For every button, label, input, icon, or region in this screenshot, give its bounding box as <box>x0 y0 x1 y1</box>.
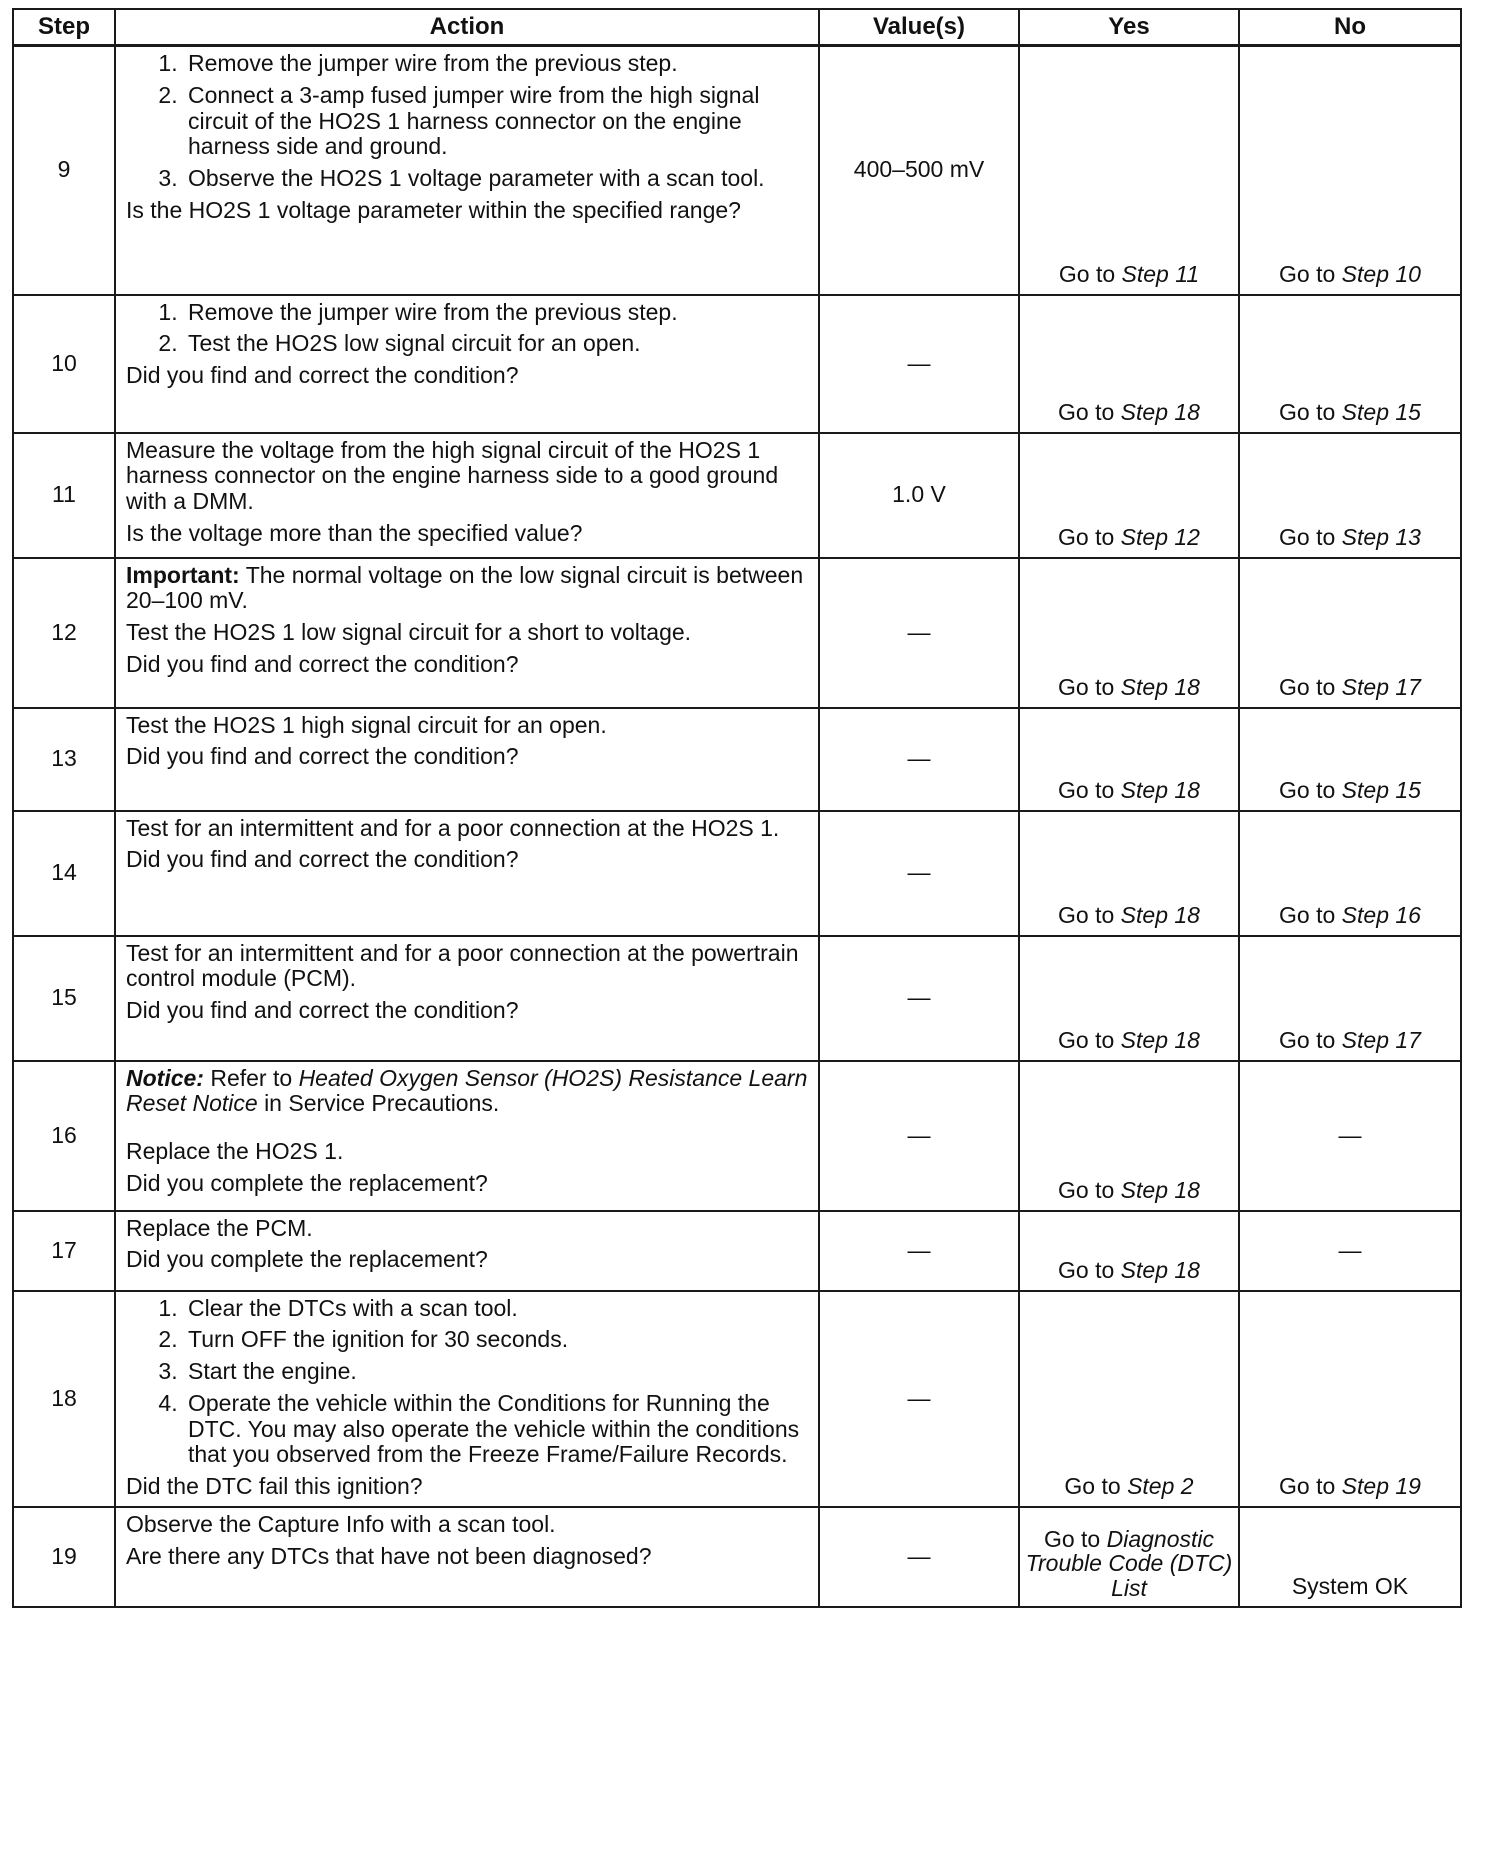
step-number: 9 <box>13 46 115 295</box>
action-question: Did you complete the replacement? <box>126 1246 488 1273</box>
step-number: 18 <box>13 1291 115 1507</box>
yes-goto-label: Go to <box>1058 398 1115 425</box>
table-row-step-13 <box>13 708 1461 811</box>
yes-cell <box>1019 936 1239 1061</box>
no-step-link[interactable]: Step 15 <box>1341 398 1421 425</box>
action-cell <box>115 433 819 558</box>
no-cell <box>1239 811 1461 936</box>
step-number: 11 <box>13 433 115 558</box>
action-question: Is the HO2S 1 voltage parameter within the specified range? <box>126 196 741 223</box>
notice-label: Notice: <box>126 1064 204 1091</box>
header-values: Value(s) <box>819 9 1019 46</box>
step-number: 10 <box>13 295 115 433</box>
yes-step-link[interactable]: Step 18 <box>1120 1176 1200 1203</box>
no-cell <box>1239 46 1461 295</box>
action-text: Replace the HO2S 1. <box>126 1138 344 1164</box>
action-cell <box>115 558 819 708</box>
yes-step-link[interactable]: Step 18 <box>1120 1026 1200 1053</box>
step-number: 15 <box>13 936 115 1061</box>
table-row-step-17 <box>13 1211 1461 1291</box>
diagnostic-table <box>12 8 1462 1608</box>
table-row-step-12 <box>13 558 1461 708</box>
action-cell <box>115 936 819 1061</box>
action-steps <box>126 1296 808 1475</box>
action-text: Test for an intermittent and for a poor connection at the powertrain control module (PCM). <box>126 939 799 992</box>
notice-prefix: Refer to <box>210 1064 293 1091</box>
action-step: 3. Start the engine. <box>184 1359 808 1385</box>
yes-step-link[interactable]: Step 12 <box>1120 523 1200 550</box>
no-step-link[interactable]: Step 17 <box>1341 1026 1421 1053</box>
yes-step-link[interactable]: Step 18 <box>1120 673 1200 700</box>
yes-step-link[interactable]: Step 2 <box>1127 1473 1194 1499</box>
table-row-step-18 <box>13 1291 1461 1507</box>
yes-cell <box>1019 1061 1239 1211</box>
yes-goto-label: Go to <box>1058 1026 1115 1053</box>
table-row-step-11 <box>13 433 1461 558</box>
yes-goto-label: Go to <box>1043 1526 1101 1553</box>
header-no: No <box>1239 9 1461 46</box>
table-row-step-9 <box>13 46 1461 295</box>
value-cell: — <box>819 936 1019 1061</box>
important-note <box>126 563 808 615</box>
action-cell <box>115 295 819 433</box>
no-step-link[interactable]: Step 15 <box>1341 776 1421 803</box>
yes-cell <box>1019 1291 1239 1507</box>
action-cell <box>115 708 819 811</box>
yes-cell <box>1019 1211 1239 1291</box>
action-text: Test the HO2S 1 high signal circuit for an open. <box>126 711 607 738</box>
action-cell <box>115 1061 819 1211</box>
action-cell <box>115 1291 819 1507</box>
action-step: 2. Turn OFF the ignition for 30 seconds. <box>184 1327 808 1353</box>
yes-goto-label: Go to <box>1058 260 1116 287</box>
no-cell <box>1239 295 1461 433</box>
action-cell <box>115 1507 819 1607</box>
action-step: 1. Remove the jumper wire from the previous step. <box>184 51 808 77</box>
action-step: 2. Connect a 3-amp fused jumper wire from the high signal circuit of the HO2S 1 harness connector on the engine harness side and ground. <box>184 83 808 160</box>
header-row <box>13 9 1461 46</box>
no-cell <box>1239 936 1461 1061</box>
step-number: 12 <box>13 558 115 708</box>
yes-cell <box>1019 295 1239 433</box>
action-step: 1. Remove the jumper wire from the previous step. <box>184 300 808 326</box>
action-step: 3. Observe the HO2S 1 voltage parameter with a scan tool. <box>184 166 808 192</box>
table-row-step-16 <box>13 1061 1461 1211</box>
action-text: Observe the Capture Info with a scan tool. <box>126 1510 556 1537</box>
important-text: The normal voltage on the low signal circuit is between 20–100 mV. <box>126 561 804 614</box>
value-cell: — <box>819 1507 1019 1607</box>
value-cell: 400–500 mV <box>819 46 1019 295</box>
action-question: Is the voltage more than the specified value? <box>126 519 583 546</box>
action-text: Test the HO2S 1 low signal circuit for a short to voltage. <box>126 619 692 645</box>
action-step: 4. Operate the vehicle within the Conditions for Running the DTC. You may also operate the vehicle within the conditions that you observed from the Freeze Frame/Failure Records. <box>184 1391 808 1468</box>
action-text: Test for an intermittent and for a poor connection at the HO2S 1. <box>126 814 780 841</box>
table-row-step-14 <box>13 811 1461 936</box>
yes-cell <box>1019 558 1239 708</box>
notice-reference-link[interactable]: Heated Oxygen Sensor (HO2S) Resistance Learn Reset Notice <box>126 1064 808 1117</box>
header-yes: Yes <box>1019 9 1239 46</box>
notice-note <box>126 1066 808 1118</box>
yes-dtc-list-link[interactable]: Diagnostic Trouble Code (DTC) List <box>1025 1526 1233 1601</box>
action-question: Did you find and correct the condition? <box>126 846 519 873</box>
yes-goto-label: Go to <box>1058 673 1115 700</box>
no-goto-label: Go to <box>1279 673 1336 700</box>
action-text: Replace the PCM. <box>126 1214 313 1241</box>
header-step: Step <box>13 9 115 46</box>
action-steps <box>126 51 808 198</box>
no-goto-label: Go to <box>1279 776 1336 803</box>
table-row-step-15 <box>13 936 1461 1061</box>
action-question: Did you find and correct the condition? <box>126 997 519 1023</box>
important-label: Important: <box>126 561 240 588</box>
step-number: 16 <box>13 1061 115 1211</box>
action-question: Did you find and correct the condition? <box>126 362 519 388</box>
no-goto-label: Go to <box>1279 1026 1336 1053</box>
action-question: Did the DTC fail this ignition? <box>126 1473 423 1499</box>
diagnostic-page <box>12 8 1460 1608</box>
value-cell: — <box>819 1211 1019 1291</box>
no-cell <box>1239 433 1461 558</box>
no-goto-label: Go to <box>1279 260 1336 287</box>
yes-goto-label: Go to <box>1058 1176 1115 1203</box>
yes-step-link[interactable]: Step 18 <box>1120 776 1200 803</box>
no-goto-label: Go to <box>1279 398 1336 425</box>
value-cell: — <box>819 708 1019 811</box>
no-step-link[interactable]: Step 19 <box>1341 1473 1421 1499</box>
yes-cell <box>1019 433 1239 558</box>
no-goto-label: Go to <box>1279 523 1336 550</box>
no-step-link[interactable]: Step 16 <box>1341 901 1421 928</box>
no-cell <box>1239 558 1461 708</box>
yes-goto-label: Go to <box>1058 901 1115 928</box>
step-number: 17 <box>13 1211 115 1291</box>
table-row-step-10 <box>13 295 1461 433</box>
no-cell: — <box>1239 1061 1461 1211</box>
header-action: Action <box>115 9 819 46</box>
value-cell: — <box>819 1291 1019 1507</box>
no-step-link[interactable]: Step 13 <box>1341 523 1421 550</box>
action-cell <box>115 1211 819 1291</box>
value-cell: — <box>819 1061 1019 1211</box>
yes-goto-label: Go to <box>1058 523 1115 550</box>
notice-suffix: in Service Precautions. <box>264 1090 500 1117</box>
table-row-step-19 <box>13 1507 1461 1607</box>
action-step: 1. Clear the DTCs with a scan tool. <box>184 1296 808 1322</box>
yes-goto-label: Go to <box>1058 776 1115 803</box>
action-question: Did you find and correct the condition? <box>126 650 519 677</box>
step-number: 19 <box>13 1507 115 1607</box>
action-text: Measure the voltage from the high signal circuit of the HO2S 1 harness connector on the engine harness side to a good ground with a DMM. <box>126 436 779 514</box>
value-cell: — <box>819 295 1019 433</box>
no-cell <box>1239 1291 1461 1507</box>
yes-cell <box>1019 708 1239 811</box>
no-goto-label: Go to <box>1279 901 1336 928</box>
no-goto-label: Go to <box>1279 1473 1336 1499</box>
step-number: 13 <box>13 708 115 811</box>
action-cell <box>115 46 819 295</box>
action-question: Did you find and correct the condition? <box>126 743 519 770</box>
yes-cell <box>1019 46 1239 295</box>
value-cell: — <box>819 811 1019 936</box>
value-cell: — <box>819 558 1019 708</box>
action-question: Did you complete the replacement? <box>126 1169 488 1196</box>
yes-step-link[interactable]: Step 18 <box>1120 398 1200 425</box>
action-cell <box>115 811 819 936</box>
value-cell: 1.0 V <box>819 433 1019 558</box>
yes-goto-label: Go to <box>1058 1256 1115 1283</box>
no-cell: — <box>1239 1211 1461 1291</box>
yes-step-link[interactable]: Step 18 <box>1120 901 1200 928</box>
yes-cell <box>1019 1507 1239 1607</box>
yes-goto-label: Go to <box>1064 1473 1121 1499</box>
no-cell <box>1239 708 1461 811</box>
no-step-link[interactable]: Step 17 <box>1341 673 1421 700</box>
no-step-link[interactable]: Step 10 <box>1341 260 1421 287</box>
action-step: 2. Test the HO2S low signal circuit for an open. <box>184 331 808 357</box>
yes-step-link[interactable]: Step 18 <box>1120 1256 1200 1283</box>
no-cell: System OK <box>1239 1507 1461 1607</box>
action-steps <box>126 300 808 364</box>
step-number: 14 <box>13 811 115 936</box>
yes-step-link[interactable]: Step 11 <box>1121 260 1200 287</box>
yes-cell <box>1019 811 1239 936</box>
action-question: Are there any DTCs that have not been diagnosed? <box>126 1542 652 1569</box>
